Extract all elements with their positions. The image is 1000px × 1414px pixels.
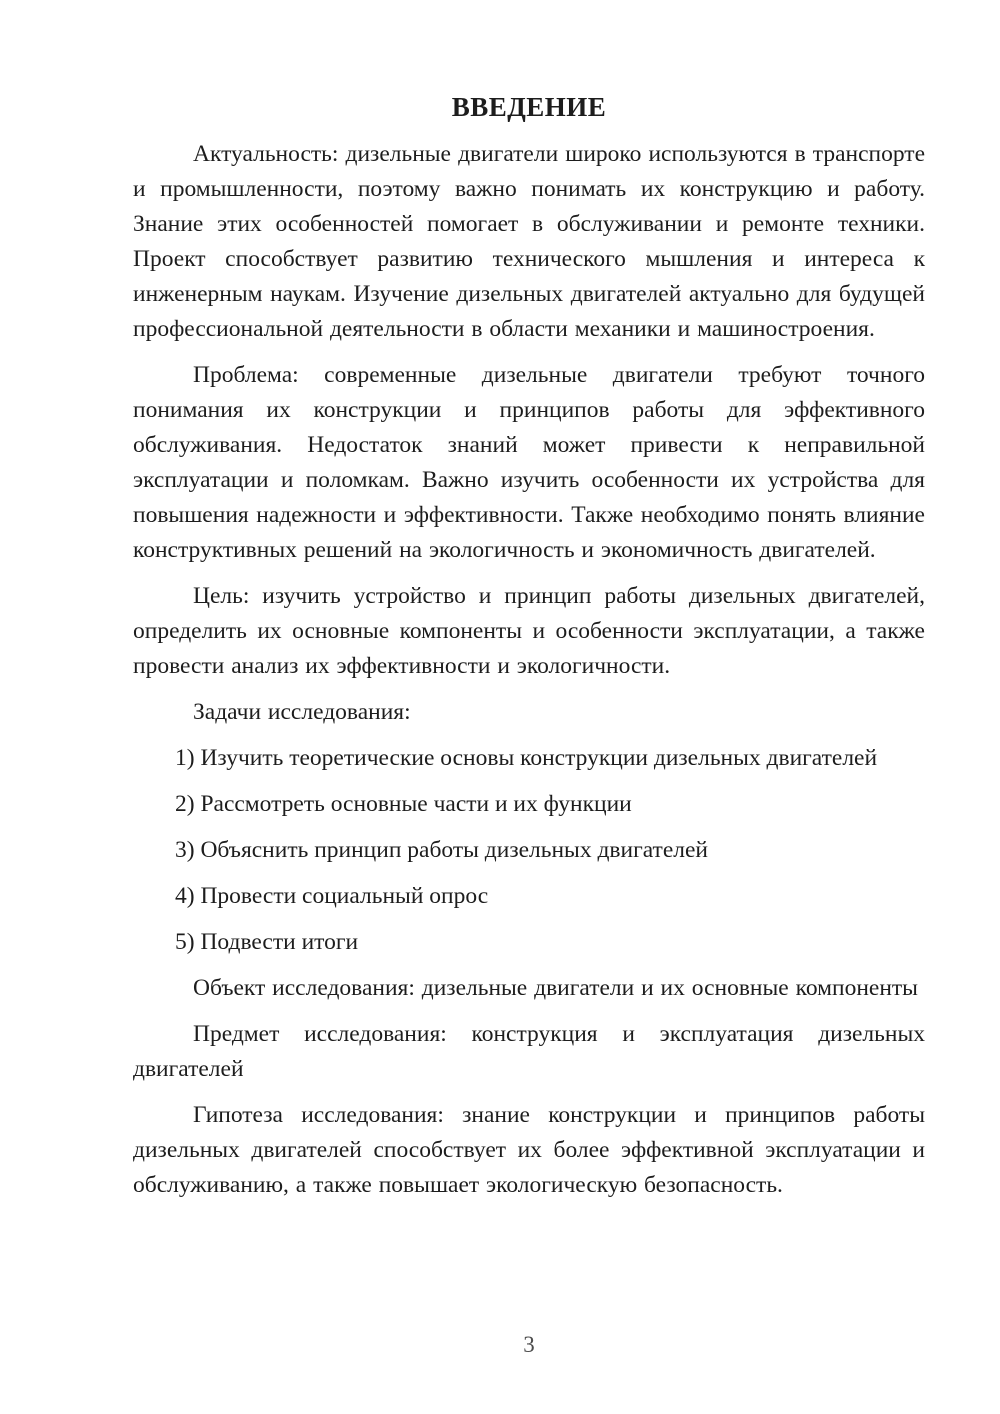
paragraph-goal: Цель: изучить устройство и принцип работы дизельных двигателей, определить их основные компоненты и особенности эксплуатации, а также провести анализ их эффективности и экологичности. <box>133 583 925 679</box>
paragraph-relevance: Актуальность: дизельные двигатели широко используются в транспорте и промышленности, поэтому важно понимать их конструкцию и работу. Знание этих особенностей помогает в обслуживании и ремонте техники. Проект способствует развитию технического мышления и интереса к инженерным наукам. Изучение дизельных двигателей актуально для будущей профессиональной деятельности в области механики и машиностроения. <box>133 141 925 342</box>
paragraph-problem: Проблема: современные дизельные двигатели требуют точного понимания их конструкции и принципов работы для эффективного обслуживания. Недостаток знаний может привести к неправильной эксплуатации и поломкам. Важно изучить особенности их устройства для повышения надежности и эффективности. Также необходимо понять влияние конструктивных решений на экологичность и экономичность двигателей. <box>133 362 925 563</box>
paragraph-subject: Предмет исследования: конструкция и эксплуатация дизельных двигателей <box>133 1021 925 1082</box>
page-title: ВВЕДЕНИЕ <box>451 92 607 122</box>
task-list-item-4: 4) Провести социальный опрос <box>175 883 489 909</box>
task-list-item-2: 2) Рассмотреть основные части и их функции <box>175 791 632 817</box>
paragraph-hypothesis: Гипотеза исследования: знание конструкции и принципов работы дизельных двигателей способствует их более эффективной эксплуатации и обслуживанию, а также повышает экологическую безопасность. <box>133 1102 925 1198</box>
page-number: 3 <box>523 1332 535 1357</box>
task-list-item-5: 5) Подвести итоги <box>175 929 359 955</box>
task-list-item-3: 3) Объяснить принцип работы дизельных двигателей <box>175 837 708 863</box>
paragraph-object: Объект исследования: дизельные двигатели и их основные компоненты <box>193 975 918 1001</box>
paragraph-tasks-heading: Задачи исследования: <box>193 699 411 725</box>
task-list-item-1: 1) Изучить теоретические основы конструкции дизельных двигателей <box>175 745 878 771</box>
document-content <box>133 90 925 1214</box>
